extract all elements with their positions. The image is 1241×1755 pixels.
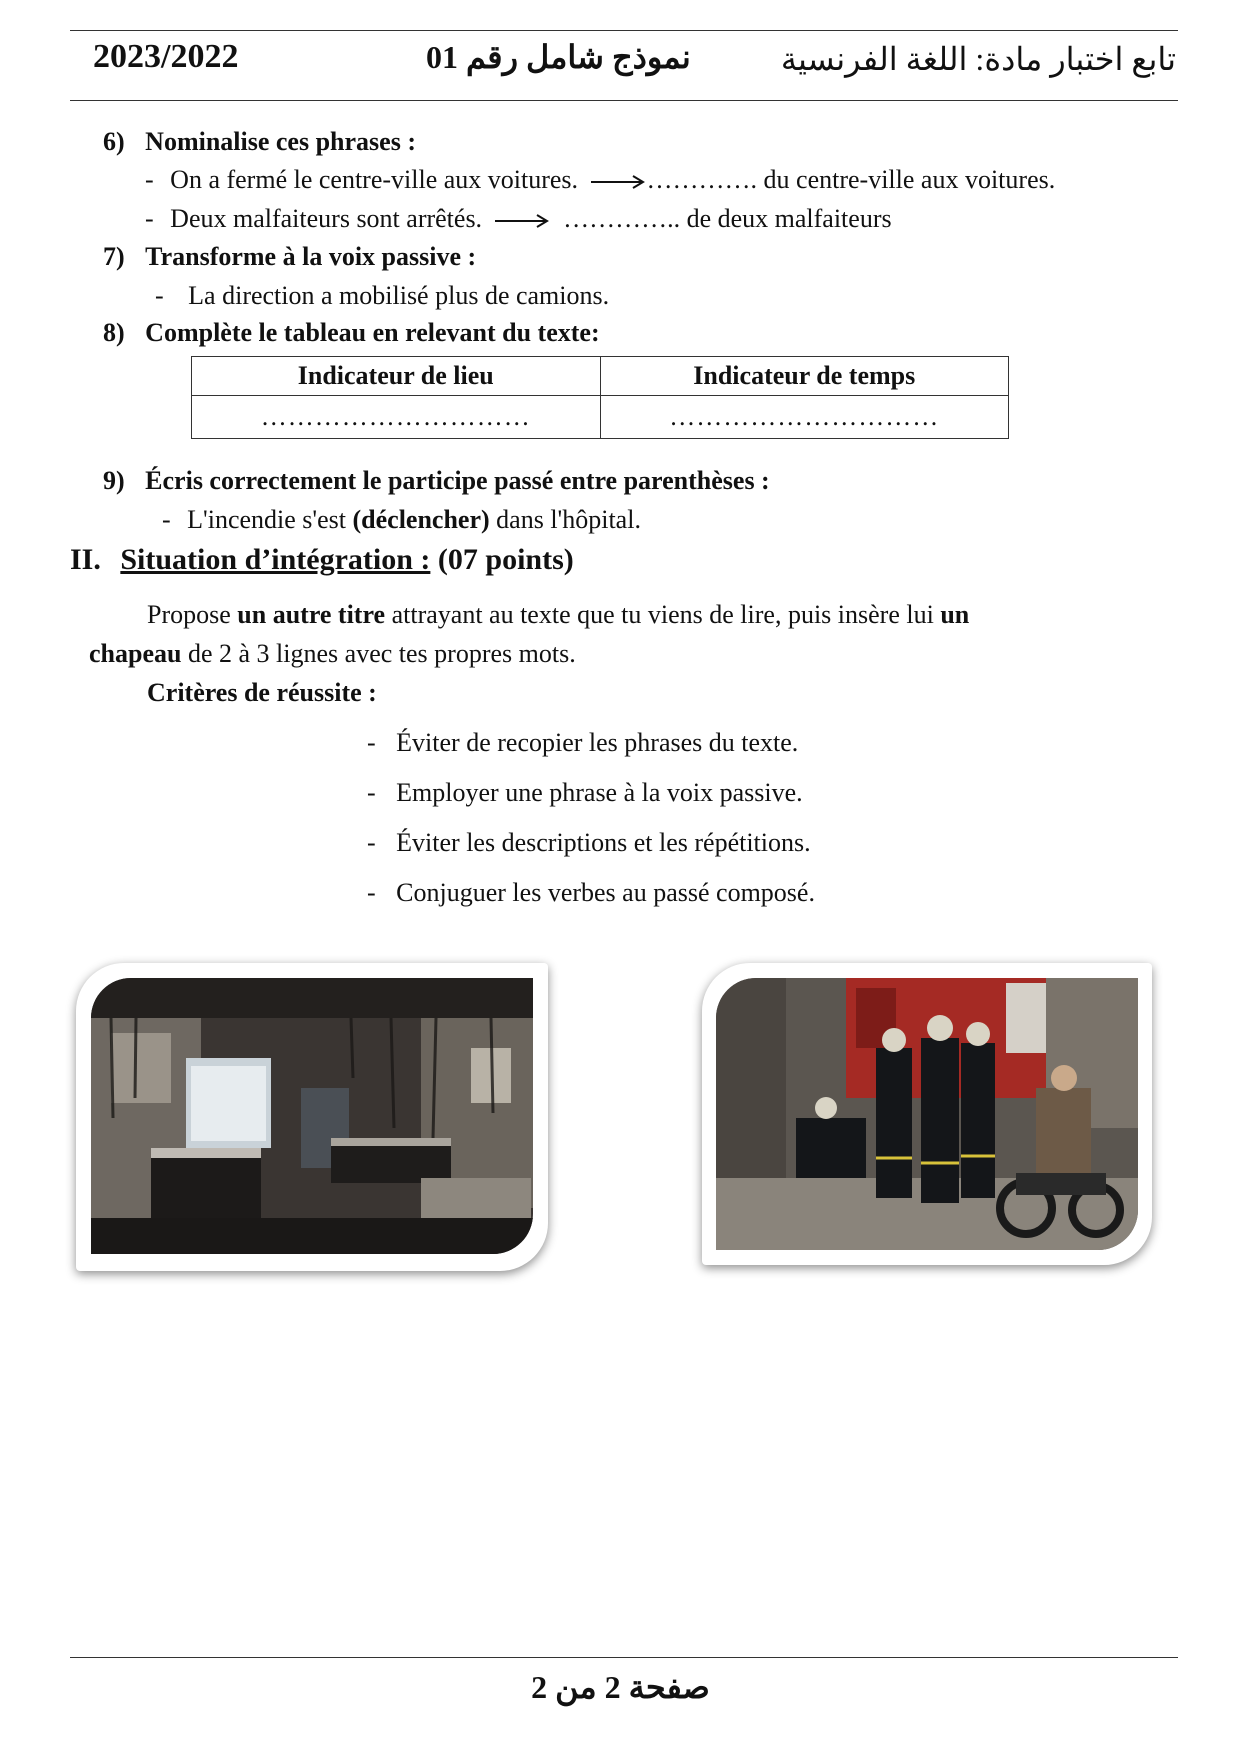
- table-row: [192, 396, 1009, 439]
- q8-title: Complète le tableau en relevant du texte:: [145, 318, 600, 347]
- section2-title: Situation d’intégration :: [120, 543, 431, 576]
- q6-title: Nominalise ces phrases :: [145, 127, 416, 156]
- burned-hospital-room-photo: [91, 978, 533, 1254]
- q6-item-1-sentence: On a fermé le centre-ville aux voitures.: [170, 165, 579, 194]
- criteria-title: Critères de réussite :: [147, 678, 377, 707]
- header-bottom-rule: [70, 100, 1178, 101]
- q8-heading: [103, 318, 600, 348]
- page-number: صفحة 2 من 2: [531, 1669, 710, 1705]
- photo-frame-right: [702, 963, 1152, 1265]
- criteria-text: Éviter les descriptions et les répétitions.: [396, 828, 811, 857]
- q7-number: 7): [103, 242, 125, 271]
- criteria-item: [367, 828, 811, 858]
- criteria-item: [367, 878, 815, 908]
- dash: -: [367, 778, 376, 807]
- para-bold-titre: un autre titre: [237, 600, 386, 629]
- q9-heading: [103, 466, 770, 496]
- header-year: 2023/2022: [93, 38, 239, 75]
- section2-number: II.: [70, 543, 101, 576]
- q8-table: [191, 356, 1009, 439]
- q9-verb: (déclencher): [352, 505, 490, 534]
- header-subject: تابع اختبار مادة: اللغة الفرنسية: [780, 41, 1176, 77]
- q6-item-2-rest: de deux malfaiteurs: [680, 204, 892, 233]
- q6-item-2: [145, 204, 892, 234]
- q6-item-1-blank: ………….: [646, 165, 758, 194]
- section2-paragraph-line1: [147, 600, 969, 630]
- para-text: de 2 à 3 lignes avec tes propres mots.: [181, 639, 576, 668]
- criteria-text: Employer une phrase à la voix passive.: [396, 778, 803, 807]
- q6-item-2-blank: …………..: [563, 204, 681, 233]
- table-header-temps: Indicateur de temps: [600, 357, 1009, 396]
- table-header-row: [192, 357, 1009, 396]
- dash: -: [367, 728, 376, 757]
- q6-heading: [103, 127, 416, 157]
- footer-rule: [70, 1657, 1178, 1658]
- section2-paragraph-line2: [89, 639, 576, 669]
- q7-title: Transforme à la voix passive :: [145, 242, 477, 271]
- para-text: Propose: [147, 600, 238, 629]
- q6-item-1: [145, 165, 1055, 195]
- q9-sentence-before: L'incendie s'est: [187, 505, 353, 534]
- dash: -: [145, 165, 154, 194]
- q6-item-2-sentence: Deux malfaiteurs sont arrêtés.: [170, 204, 483, 233]
- arrow-right-icon: [589, 173, 647, 191]
- para-bold-un: un: [940, 600, 970, 629]
- dash: -: [162, 505, 171, 534]
- q9-item: [162, 505, 641, 535]
- q9-title: Écris correctement le participe passé entre parenthèses :: [145, 466, 770, 495]
- q9-sentence-after: dans l'hôpital.: [489, 505, 641, 534]
- q6-item-1-rest: du centre-ville aux voitures.: [757, 165, 1056, 194]
- q9-number: 9): [103, 466, 125, 495]
- header-top-rule: [70, 30, 1178, 31]
- criteria-text: Conjuguer les verbes au passé composé.: [396, 878, 815, 907]
- criteria-text: Éviter de recopier les phrases du texte.: [396, 728, 799, 757]
- table-cell-lieu[interactable]: …………………………: [192, 396, 601, 439]
- dash: -: [367, 828, 376, 857]
- q8-number: 8): [103, 318, 125, 347]
- criteria-item: [367, 778, 803, 808]
- q6-number: 6): [103, 127, 125, 156]
- para-text: attrayant au texte que tu viens de lire, puis insère lui: [385, 600, 941, 629]
- table-header-lieu: Indicateur de lieu: [192, 357, 601, 396]
- table-cell-temps[interactable]: …………………………: [600, 396, 1009, 439]
- q7-item-1: [155, 281, 609, 311]
- criteria-item: [367, 728, 798, 758]
- dash: -: [145, 204, 154, 233]
- q7-item-1-sentence: La direction a mobilisé plus de camions.: [188, 281, 610, 310]
- arrow-right-icon: [493, 212, 551, 230]
- q7-heading: [103, 242, 476, 272]
- dash: -: [367, 878, 376, 907]
- dash: -: [155, 281, 164, 310]
- firefighters-photo: [716, 978, 1138, 1250]
- photo-frame-left: [76, 963, 548, 1271]
- para-bold-chapeau: chapeau: [89, 639, 182, 668]
- header-model: نموذج شامل رقم 01: [426, 39, 691, 75]
- section2-heading: [70, 543, 574, 577]
- section2-points: (07 points): [430, 543, 574, 576]
